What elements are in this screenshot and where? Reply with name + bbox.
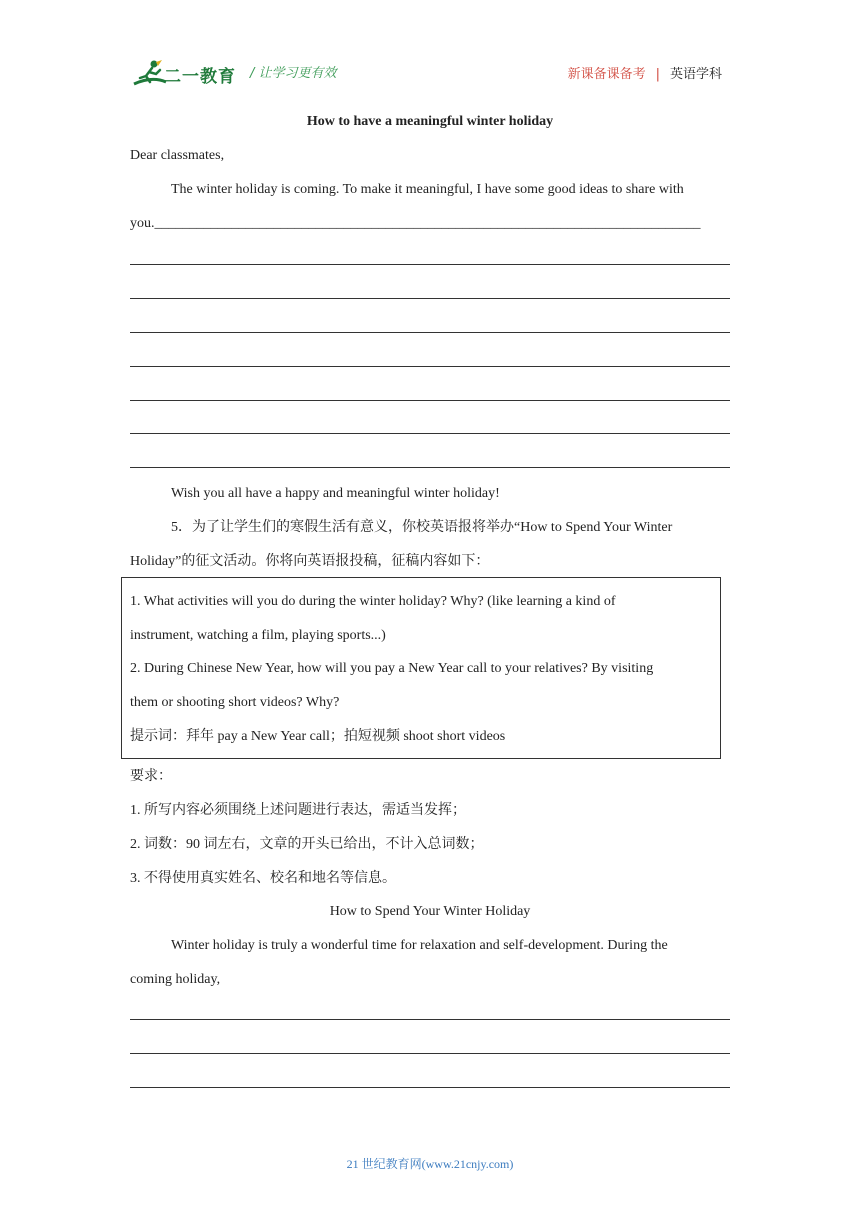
answer-line: [130, 264, 730, 265]
answer-line: [130, 467, 730, 468]
answer-line: [130, 433, 730, 434]
answer-line: [130, 400, 730, 401]
q5-box-hint: 提示词：拜年 pay a New Year call；拍短视频 shoot short videos: [130, 729, 506, 744]
essay1-closing: Wish you all have a happy and meaningful winter holiday!: [171, 486, 500, 501]
subject-label: 英语学科: [669, 67, 722, 82]
header-separator: |: [655, 67, 660, 82]
slogan: / 让学习更有效: [250, 66, 337, 81]
answer-line: [130, 366, 730, 367]
q5-requirement-3: 3. 不得使用真实姓名、校名和地名等信息。: [130, 871, 396, 886]
essay1-title: How to have a meaningful winter holiday: [306, 114, 554, 129]
q5-prompt-line1: 5．为了让学生们的寒假生活有意义，你校英语报将举办“How to Spend Your Winter: [171, 520, 673, 535]
course-label: 新课备课备考: [567, 67, 646, 82]
q5-box-line2: instrument, watching a film, playing sports...): [130, 628, 386, 643]
q5-box-line1: 1. What activities will you do during the winter holiday? Why? (like learning a kind of: [130, 594, 616, 609]
essay2-line1: Winter holiday is truly a wonderful time for relaxation and self-development. During the: [171, 938, 668, 953]
essay1-salutation: Dear classmates,: [130, 148, 225, 163]
q5-box-line4: them or shooting short videos? Why?: [130, 695, 340, 710]
header-subject-label: [568, 63, 722, 82]
answer-line: [130, 298, 730, 299]
brand-logo-text: 二一教育: [164, 67, 236, 87]
q5-requirement-1: 1. 所写内容必须围绕上述问题进行表达，需适当发挥；: [130, 803, 466, 818]
essay2-title: How to Spend Your Winter Holiday: [329, 904, 531, 919]
q5-prompt-line2: Holiday”的征文活动。你将向英语报投稿，征稿内容如下：: [130, 554, 490, 569]
q5-requirements-title: 要求：: [130, 769, 172, 784]
answer-line: [130, 1053, 730, 1054]
essay1-intro-line2: you.______________________________________________________________________________: [130, 216, 701, 231]
answer-line: [130, 1087, 730, 1088]
essay1-intro-line1: The winter holiday is coming. To make it meaningful, I have some good ideas to share with: [171, 182, 684, 197]
answer-line: [130, 1019, 730, 1020]
footer-source: 21 世纪教育网(www.21cnjy.com): [346, 1157, 514, 1171]
essay2-line2: coming holiday,: [130, 972, 221, 987]
q5-box-line3: 2. During Chinese New Year, how will you pay a New Year call to your relatives? By visiting: [130, 661, 654, 676]
answer-line: [130, 332, 730, 333]
q5-requirement-2: 2. 词数：90 词左右，文章的开头已给出，不计入总词数；: [130, 837, 484, 852]
